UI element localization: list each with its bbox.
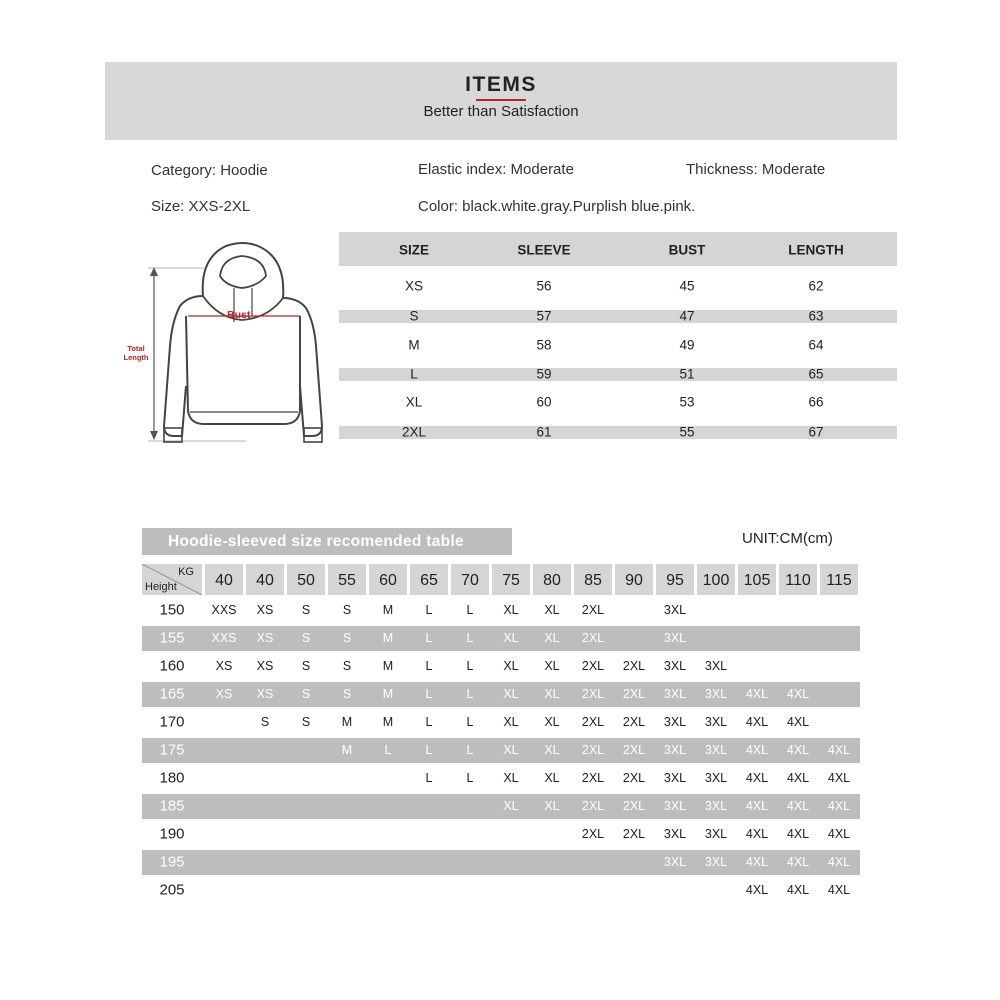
- attr-color: Color: black.white.gray.Purplish blue.pink.: [418, 198, 696, 215]
- size-cell: 4XL: [827, 883, 851, 897]
- size-chart-header-cell: SLEEVE: [517, 242, 571, 258]
- attr-thickness: Thickness: Moderate: [686, 161, 826, 178]
- size-cell: 4XL: [745, 855, 769, 869]
- size-cell: 4XL: [827, 855, 851, 869]
- size-cell: S: [342, 659, 352, 673]
- height-label: 185: [159, 797, 185, 815]
- size-cell: 3XL: [663, 799, 687, 813]
- weight-header: 95: [656, 564, 694, 595]
- size-cell: L: [384, 743, 392, 757]
- size-cell: XS: [215, 687, 233, 701]
- height-label: 160: [159, 657, 185, 675]
- size-cell: XS: [256, 631, 274, 645]
- corner-height-label: Height: [145, 581, 177, 593]
- size-cell: 4XL: [827, 827, 851, 841]
- size-cell: XS: [256, 603, 274, 617]
- size-cell: 2XL: [581, 603, 605, 617]
- size-cell: 2XL: [581, 743, 605, 757]
- height-label: 150: [159, 601, 185, 619]
- size-chart-cell: 55: [679, 424, 695, 440]
- total-length-line1: Total: [127, 344, 145, 353]
- size-cell: 4XL: [786, 799, 810, 813]
- size-chart-cell: 66: [808, 394, 824, 410]
- size-cell: 4XL: [745, 799, 769, 813]
- weight-header: 40: [205, 564, 243, 595]
- attr-elastic: Elastic index: Moderate: [418, 161, 574, 178]
- weight-header: 75: [492, 564, 530, 595]
- size-cell: XXS: [211, 603, 237, 617]
- size-cell: 4XL: [745, 743, 769, 757]
- height-label: 165: [159, 685, 185, 703]
- size-chart-cell: 59: [536, 366, 552, 382]
- size-cell: 3XL: [663, 771, 687, 785]
- weight-header: 115: [820, 564, 858, 595]
- size-cell: M: [382, 687, 394, 701]
- size-cell: L: [466, 715, 474, 729]
- size-cell: 2XL: [581, 631, 605, 645]
- size-cell: 2XL: [622, 687, 646, 701]
- size-cell: 3XL: [704, 799, 728, 813]
- size-cell: 2XL: [581, 687, 605, 701]
- size-cell: 4XL: [786, 715, 810, 729]
- size-chart-cell: 65: [808, 366, 824, 382]
- size-cell: L: [425, 687, 433, 701]
- size-cell: 3XL: [704, 743, 728, 757]
- size-cell: S: [301, 659, 311, 673]
- size-cell: S: [342, 603, 352, 617]
- size-cell: L: [466, 743, 474, 757]
- size-cell: S: [342, 687, 352, 701]
- size-cell: M: [382, 659, 394, 673]
- size-cell: M: [382, 603, 394, 617]
- size-cell: 4XL: [786, 743, 810, 757]
- size-cell: L: [425, 715, 433, 729]
- size-cell: L: [425, 743, 433, 757]
- weight-header: 60: [369, 564, 407, 595]
- size-cell: 4XL: [827, 799, 851, 813]
- height-label: 195: [159, 853, 185, 871]
- size-cell: 4XL: [827, 771, 851, 785]
- size-cell: 4XL: [786, 771, 810, 785]
- weight-header: 110: [779, 564, 817, 595]
- size-cell: 4XL: [786, 827, 810, 841]
- recommend-title: Hoodie-sleeved size recomended table: [142, 528, 512, 555]
- bust-label: Bust: [227, 309, 251, 321]
- weight-header: 65: [410, 564, 448, 595]
- size-cell: M: [382, 631, 394, 645]
- size-chart-cell: L: [410, 366, 418, 382]
- size-cell: XL: [503, 659, 519, 673]
- size-cell: XL: [544, 715, 560, 729]
- size-cell: 4XL: [745, 687, 769, 701]
- size-cell: XL: [544, 687, 560, 701]
- size-cell: L: [466, 603, 474, 617]
- size-chart-cell: 45: [679, 278, 695, 294]
- size-cell: 3XL: [663, 743, 687, 757]
- total-length-label: [114, 344, 158, 362]
- size-chart-cell: 57: [536, 308, 552, 324]
- size-cell: XL: [503, 603, 519, 617]
- size-cell: 3XL: [704, 687, 728, 701]
- size-cell: 4XL: [745, 715, 769, 729]
- size-chart-cell: 2XL: [401, 424, 427, 440]
- size-cell: 3XL: [663, 659, 687, 673]
- size-cell: S: [301, 715, 311, 729]
- size-cell: L: [425, 659, 433, 673]
- size-cell: S: [301, 603, 311, 617]
- size-chart-cell: 67: [808, 424, 824, 440]
- size-cell: M: [382, 715, 394, 729]
- height-label: 175: [159, 741, 185, 759]
- weight-header: 80: [533, 564, 571, 595]
- size-cell: 3XL: [704, 659, 728, 673]
- attr-category: Category: Hoodie: [151, 162, 268, 179]
- size-chart-cell: 58: [536, 337, 552, 353]
- size-chart-header-cell: BUST: [668, 242, 706, 258]
- weight-header: 85: [574, 564, 612, 595]
- size-chart-cell: 63: [808, 308, 824, 324]
- size-cell: 4XL: [745, 771, 769, 785]
- size-cell: L: [466, 631, 474, 645]
- size-cell: 3XL: [663, 855, 687, 869]
- size-cell: XS: [215, 659, 233, 673]
- size-cell: 2XL: [581, 827, 605, 841]
- size-cell: XL: [503, 631, 519, 645]
- size-cell: XS: [256, 687, 274, 701]
- size-chart-cell: XL: [405, 394, 423, 410]
- size-cell: 2XL: [622, 659, 646, 673]
- header-banner: [105, 62, 897, 140]
- size-cell: 3XL: [663, 715, 687, 729]
- size-chart-cell: 64: [808, 337, 824, 353]
- size-cell: 4XL: [786, 687, 810, 701]
- height-label: 190: [159, 825, 185, 843]
- size-cell: L: [425, 771, 433, 785]
- size-cell: 3XL: [704, 715, 728, 729]
- size-chart-header-cell: SIZE: [398, 242, 429, 258]
- title-underline: [476, 99, 526, 101]
- size-cell: 2XL: [622, 743, 646, 757]
- size-cell: S: [301, 631, 311, 645]
- height-label: 155: [159, 629, 185, 647]
- hoodie-diagram: [108, 236, 338, 451]
- size-cell: XL: [544, 631, 560, 645]
- size-cell: 2XL: [622, 715, 646, 729]
- size-cell: XS: [256, 659, 274, 673]
- size-chart-cell: 62: [808, 278, 824, 294]
- size-chart-cell: 56: [536, 278, 552, 294]
- size-cell: 3XL: [663, 687, 687, 701]
- weight-header: 55: [328, 564, 366, 595]
- size-cell: XL: [503, 715, 519, 729]
- size-chart-cell: 49: [679, 337, 695, 353]
- unit-label: UNIT:CM(cm): [742, 530, 833, 547]
- size-cell: XL: [503, 687, 519, 701]
- size-cell: 2XL: [581, 659, 605, 673]
- total-length-line2: Length: [123, 353, 149, 362]
- size-cell: XL: [544, 659, 560, 673]
- size-cell: 2XL: [622, 799, 646, 813]
- size-cell: 4XL: [786, 883, 810, 897]
- size-cell: 3XL: [704, 855, 728, 869]
- weight-header: 50: [287, 564, 325, 595]
- recommend-table: [142, 564, 860, 904]
- size-cell: 3XL: [704, 827, 728, 841]
- size-cell: XL: [503, 799, 519, 813]
- size-chart-cell: 60: [536, 394, 552, 410]
- size-cell: 3XL: [663, 631, 687, 645]
- height-label: 180: [159, 769, 185, 787]
- page-title: ITEMS: [465, 73, 537, 96]
- size-cell: 2XL: [581, 771, 605, 785]
- size-cell: 3XL: [663, 603, 687, 617]
- height-label: 170: [159, 713, 185, 731]
- size-cell: 4XL: [745, 827, 769, 841]
- corner-kg-label: KG: [178, 566, 194, 578]
- size-cell: 2XL: [581, 715, 605, 729]
- corner-header: [142, 564, 202, 595]
- size-cell: 4XL: [827, 743, 851, 757]
- weight-header: 70: [451, 564, 489, 595]
- size-cell: L: [466, 771, 474, 785]
- weight-header: 40: [246, 564, 284, 595]
- weight-header: 100: [697, 564, 735, 595]
- size-cell: 4XL: [745, 883, 769, 897]
- size-cell: S: [301, 687, 311, 701]
- size-cell: L: [466, 687, 474, 701]
- size-cell: 2XL: [622, 827, 646, 841]
- size-cell: M: [341, 715, 353, 729]
- size-cell: XL: [544, 743, 560, 757]
- size-cell: XL: [544, 603, 560, 617]
- size-chart-cell: XS: [404, 278, 423, 294]
- size-chart-cell: 53: [679, 394, 695, 410]
- attr-size: Size: XXS-2XL: [151, 198, 251, 215]
- size-cell: XL: [544, 771, 560, 785]
- size-cell: 3XL: [663, 827, 687, 841]
- height-label: 205: [159, 881, 185, 899]
- size-cell: S: [342, 631, 352, 645]
- size-cell: 4XL: [786, 855, 810, 869]
- size-cell: L: [425, 603, 433, 617]
- size-cell: XL: [503, 743, 519, 757]
- size-chart-cell: 61: [536, 424, 552, 440]
- weight-header: 90: [615, 564, 653, 595]
- size-chart-cell: S: [409, 308, 419, 324]
- size-cell: M: [341, 743, 353, 757]
- size-cell: XXS: [211, 631, 237, 645]
- size-chart-header-cell: LENGTH: [788, 242, 844, 258]
- size-chart-cell: M: [408, 337, 420, 353]
- size-cell: 2XL: [622, 771, 646, 785]
- size-cell: L: [425, 631, 433, 645]
- page-subtitle: Better than Satisfaction: [423, 103, 579, 120]
- size-cell: XL: [503, 771, 519, 785]
- size-cell: L: [466, 659, 474, 673]
- size-cell: S: [260, 715, 270, 729]
- size-cell: XL: [544, 799, 560, 813]
- size-chart-cell: 51: [679, 366, 695, 382]
- size-chart-cell: 47: [679, 308, 695, 324]
- size-cell: 2XL: [581, 799, 605, 813]
- weight-header: 105: [738, 564, 776, 595]
- size-cell: 3XL: [704, 771, 728, 785]
